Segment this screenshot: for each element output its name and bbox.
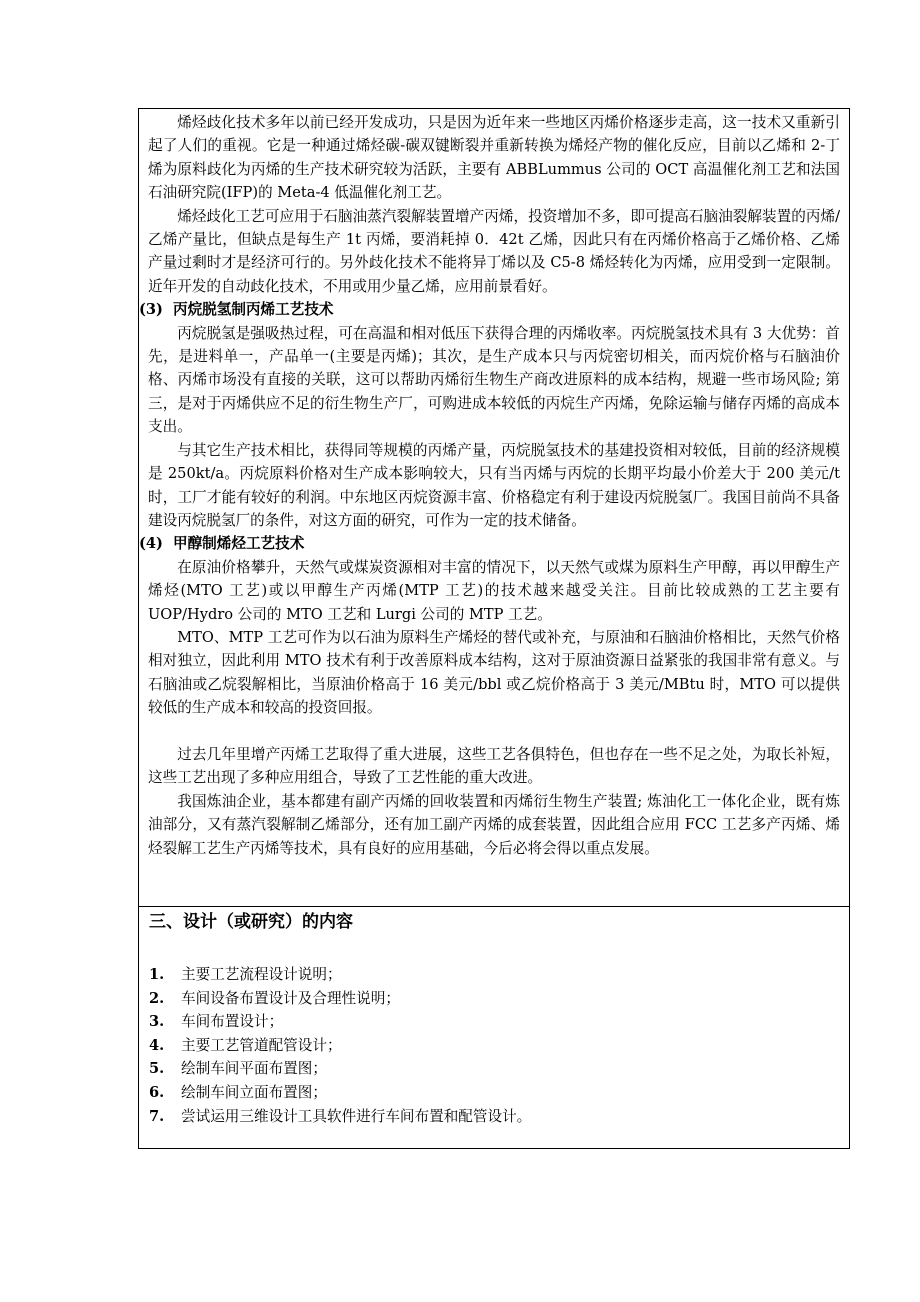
subsection-number: (4): [139, 535, 163, 553]
list-item: [149, 963, 839, 987]
subsection-title: 丙烷脱氢制丙烯工艺技术: [172, 301, 334, 319]
item-number: 7.: [149, 1107, 165, 1125]
background-section: [139, 111, 840, 860]
subsection-title: 甲醇制烯烃工艺技术: [172, 535, 305, 553]
subsection-number: (3): [139, 301, 163, 319]
item-text: 绘制车间立面布置图；: [181, 1083, 327, 1101]
item-text: 主要工艺流程设计说明；: [181, 966, 342, 983]
paragraph: 烯烃歧化技术多年以前已经开发成功，只是因为近年来一些地区丙烯价格逐步走高，这一技术又重新引起了人们的重视。它是一种通过烯烃碳-碳双键断裂并重新转换为烯烃产物的催化反应，目前以乙烯和 2-丁烯为原料歧化为丙烯的生产技术研究较为活跃，主要有 ABBLummus 公司的 OCT 高温催化剂工艺和法国石油研究院(IFP)的 Meta-4 低温催化剂工艺。: [148, 114, 840, 202]
item-number: 3.: [149, 1013, 165, 1031]
blank-line: [148, 720, 840, 743]
list-item: [149, 1105, 839, 1129]
item-text: 车间设备布置设计及合理性说明；: [181, 989, 400, 1007]
list-item: [149, 987, 839, 1011]
item-number: 4.: [149, 1036, 165, 1054]
paragraph: 在原油价格攀升，天然气或煤炭资源相对丰富的情况下，以天然气或煤为原料生产甲醇，再以甲醇生产烯烃(MTO 工艺)或以甲醇生产丙烯(MTP 工艺)的技术越来越受关注。目前比较成熟的工艺主要有 UOP/Hydro 公司的 MTO 工艺和 Lurgi 公司的 MTP 工艺。: [148, 558, 840, 623]
item-text: 车间布置设计；: [181, 1013, 284, 1031]
item-text: 绘制车间平面布置图；: [181, 1060, 327, 1078]
list-item: [149, 1081, 839, 1105]
item-number: 6.: [149, 1083, 165, 1101]
content-list: [149, 963, 839, 1128]
paragraph: 烯烃歧化工艺可应用于石脑油蒸汽裂解装置增产丙烯，投资增加不多，即可提高石脑油裂解装置的丙烯/乙烯产量比，但缺点是每生产 1t 丙烯，要消耗掉 0．42t 乙烯，因此只有在丙烯价格高于乙烯价格、乙烯产量过剩时才是经济可行的。另外歧化技术不能将异丁烯以及 C5-8 烯烃转化为丙烯，应用受到一定限制。近年开发的自动歧化技术，不用或用少量乙烯，应用前景看好。: [148, 207, 840, 295]
section-title: 三、设计（或研究）的内容: [149, 912, 353, 932]
item-text: 尝试运用三维设计工具软件进行车间布置和配管设计。: [181, 1107, 532, 1125]
paragraph: 丙烷脱氢是强吸热过程，可在高温和相对低压下获得合理的丙烯收率。丙烷脱氢技术具有 3 大优势：首先，是进料单一，产品单一(主要是丙烯)；其次，是生产成本只与丙烷密切相关，而丙烷价格与石脑油价格、丙烯市场没有直接的关联，这可以帮助丙烯衍生物生产商改进原料的成本结构，规避一些市场风险; 第三，是对于丙烯供应不足的衍生物生产厂，可购进成本较低的丙烷生产丙烯，免除运输与储存丙烯的高成本支出。: [148, 324, 840, 436]
paragraph: MTO、MTP 工艺可作为以石油为原料生产烯烃的替代或补充，与原油和石脑油价格相比，天然气价格相对独立，因此利用 MTO 技术有利于改善原料成本结构，这对于原油资源日益紧张的我国非常有意义。与石脑油或乙烷裂解相比，当原油价格高于 16 美元/bbl 或乙烷价格高于 3 美元/MBtu 时，MTO 可以提供较低的生产成本和较高的投资回报。: [148, 628, 840, 717]
item-number: 5.: [149, 1060, 165, 1078]
table-divider: [139, 906, 849, 907]
document-table: [138, 108, 850, 1149]
paragraph: 我国炼油企业，基本都建有副产丙烯的回收装置和丙烯衍生物生产装置; 炼油化工一体化企业，既有炼油部分，又有蒸汽裂解制乙烯部分，还有加工副产丙烯的成套装置，因此组合应用 FCC 工艺多产丙烯、烯烃裂解工艺生产丙烯等技术，具有良好的应用基础，今后必将会得以重点发展。: [148, 792, 840, 857]
item-number: 1.: [149, 966, 165, 983]
paragraph: 与其它生产技术相比，获得同等规模的丙烯产量，丙烷脱氢技术的基建投资相对较低，目前的经济规模是 250kt/a。丙烷原料价格对生产成本影响较大，只有当丙烯与丙烷的长期平均最小价差大于 200 美元/t 时，工厂才能有较好的利润。中东地区丙烷资源丰富、价格稳定有利于建设丙烷脱氢厂。我国目前尚不具备建设丙烷脱氢厂的条件，对这方面的研究，可作为一定的技术储备。: [148, 441, 840, 529]
subsection-heading: [139, 298, 840, 321]
subsection-heading: [139, 532, 840, 555]
item-text: 主要工艺管道配管设计；: [181, 1036, 342, 1054]
paragraph: 过去几年里增产丙烯工艺取得了重大进展，这些工艺各俱特色，但也存在一些不足之处，为取长补短，这些工艺出现了多种应用组合，导致了工艺性能的重大改进。: [148, 745, 840, 787]
list-item: [149, 1057, 839, 1081]
item-number: 2.: [149, 989, 165, 1007]
list-item: [149, 1034, 839, 1058]
design-content-section: [149, 909, 839, 1128]
list-item: [149, 1010, 839, 1034]
